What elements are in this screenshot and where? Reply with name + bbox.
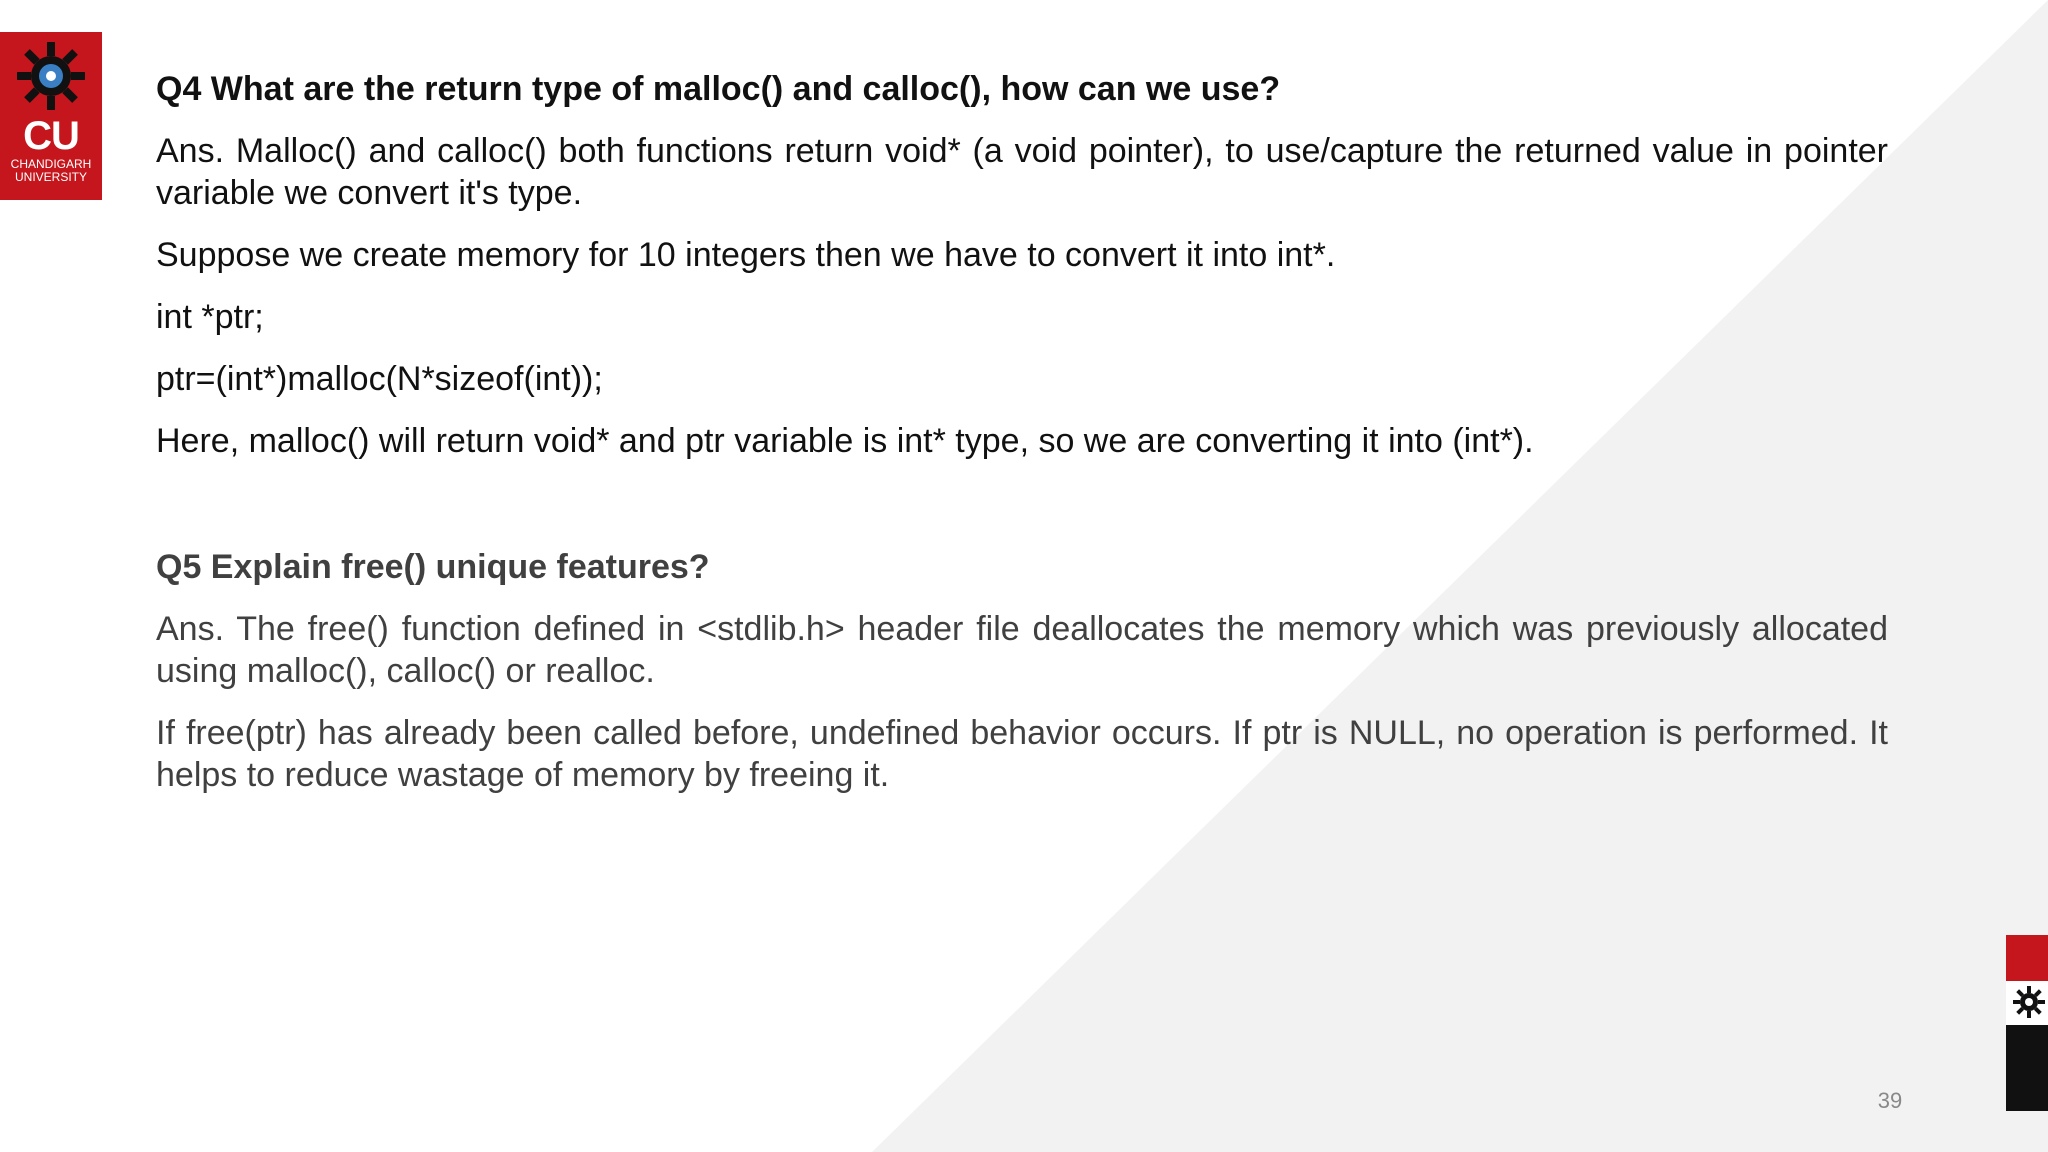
logo-name-line2: UNIVERSITY bbox=[14, 170, 87, 184]
side-brand-bar bbox=[2006, 935, 2048, 1111]
q5-answer: Ans. The free() function defined in <stdlib.h> header file deallocates the memory which was previously allocated using malloc(), calloc() or realloc. bbox=[156, 610, 1888, 690]
q4-code2: ptr=(int*)malloc(N*sizeof(int)); bbox=[156, 360, 603, 398]
gear-icon bbox=[2012, 985, 2046, 1019]
side-bar-red bbox=[2006, 935, 2048, 981]
logo-initials: CU bbox=[23, 114, 79, 158]
university-emblem-icon bbox=[13, 38, 89, 114]
logo-name bbox=[11, 158, 92, 184]
side-bar-black bbox=[2006, 1025, 2048, 1111]
q4-line1: Suppose we create memory for 10 integers then we have to convert it into int*. bbox=[156, 236, 1336, 274]
q5-question: Q5 Explain free() unique features? bbox=[156, 548, 710, 586]
q4-code1: int *ptr; bbox=[156, 298, 264, 336]
q4-question: Q4 What are the return type of malloc() and calloc(), how can we use? bbox=[156, 70, 1281, 108]
slide-content bbox=[156, 68, 1888, 796]
q4-answer: Ans. Malloc() and calloc() both functions return void* (a void pointer), to use/capture the returned value in pointer variable we convert it's type. bbox=[156, 132, 1888, 212]
page-number: 39 bbox=[1877, 1088, 1903, 1113]
chandigarh-university-logo bbox=[0, 32, 102, 200]
logo-name-line1: CHANDIGARH bbox=[10, 157, 92, 171]
q4-line2: Here, malloc() will return void* and ptr variable is int* type, so we are converting it into (int*). bbox=[156, 422, 1534, 460]
q5-line1: If free(ptr) has already been called before, undefined behavior occurs. If ptr is NULL, no operation is performed. It helps to reduce wastage of memory by freeing it. bbox=[156, 714, 1888, 794]
section-spacer bbox=[156, 482, 1888, 546]
